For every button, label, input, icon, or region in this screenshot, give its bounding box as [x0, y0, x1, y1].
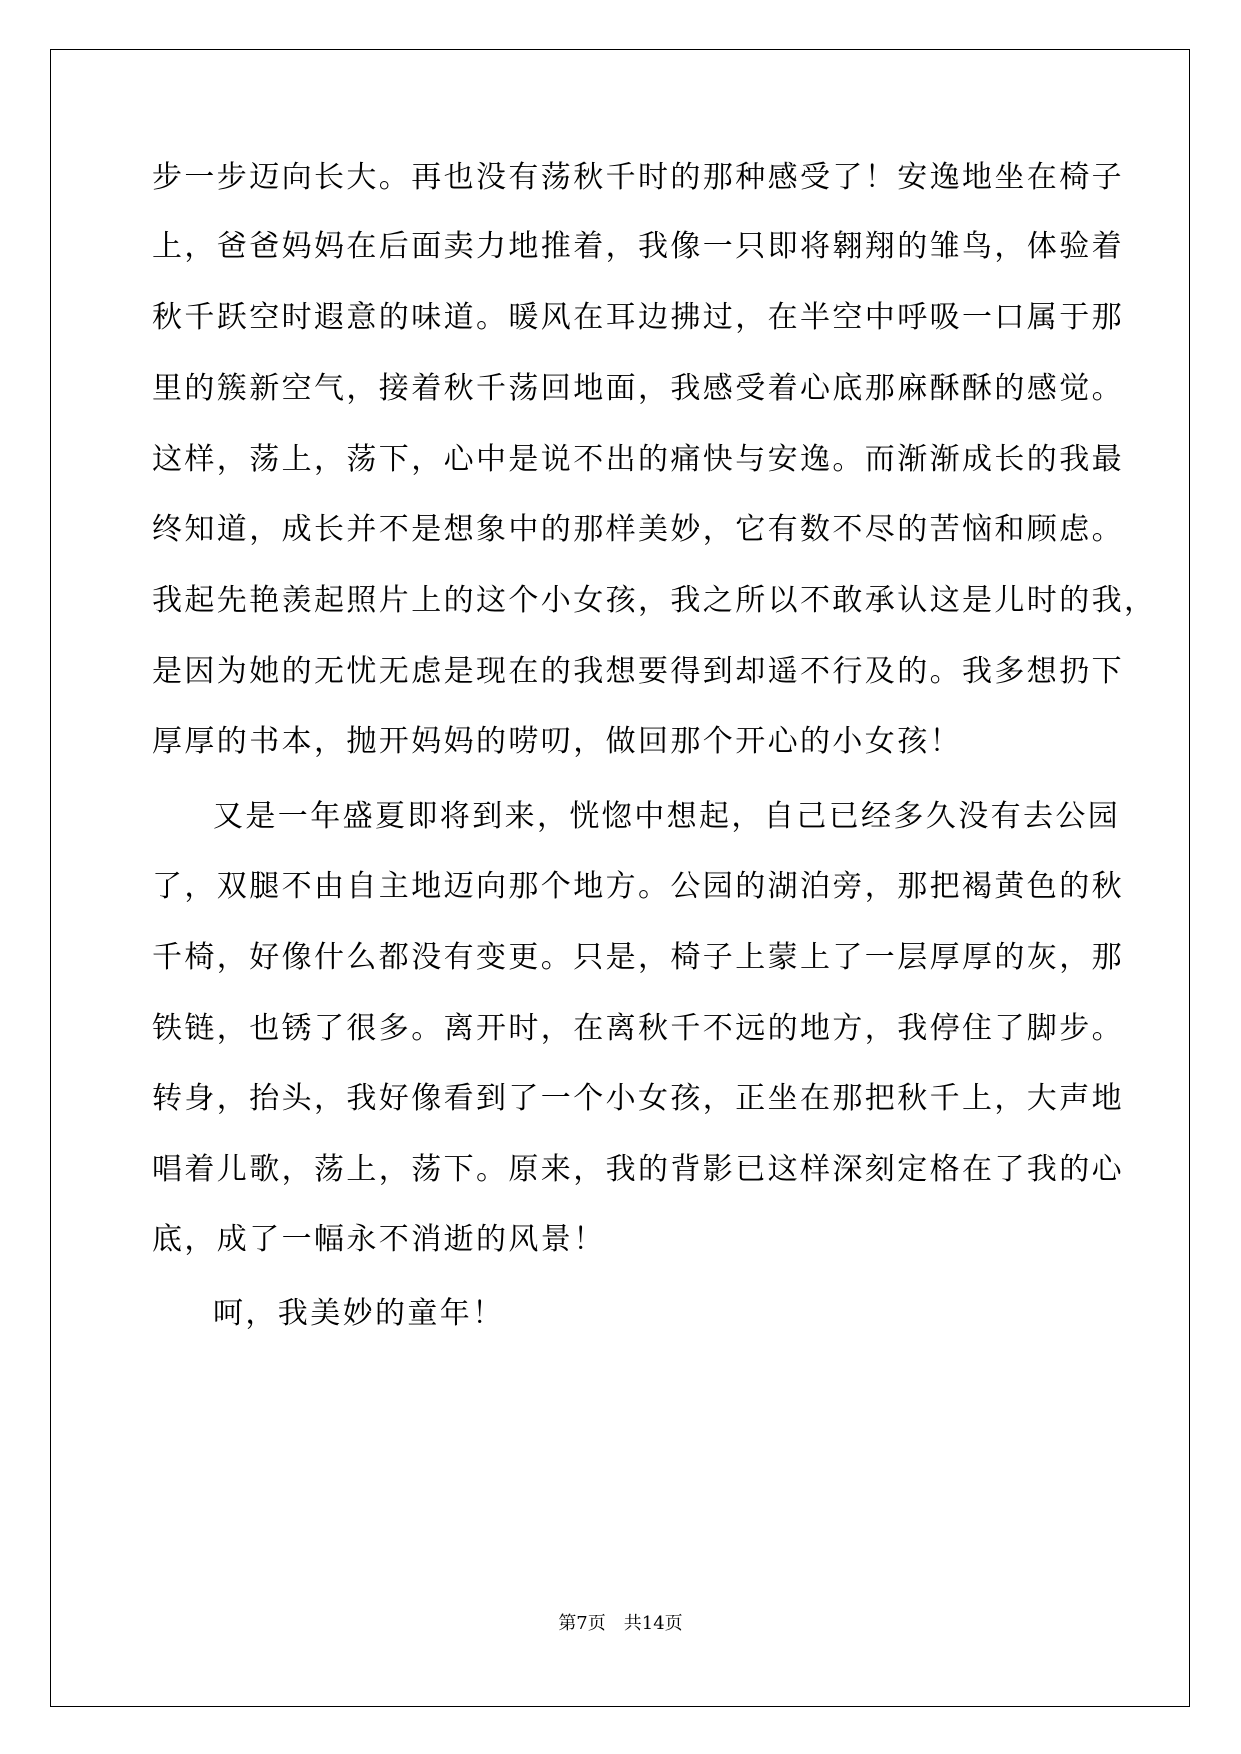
paragraph-line: 千椅，好像什么都没有变更。只是，椅子上蒙上了一层厚厚的灰，那	[152, 940, 1124, 975]
paragraph-line: 转身，抬头，我好像看到了一个小女孩，正坐在那把秋千上，大声地	[152, 1081, 1124, 1116]
paragraph-line: 里的簇新空气，接着秋千荡回地面，我感受着心底那麻酥酥的感觉。	[152, 371, 1124, 406]
paragraph-line: 步一步迈向长大。再也没有荡秋千时的那种感受了！安逸地坐在椅子	[152, 160, 1124, 195]
paragraph-line: 我起先艳羡起照片上的这个小女孩，我之所以不敢承认这是儿时的我，	[152, 583, 1157, 618]
paragraph-line: 终知道，成长并不是想象中的那样美妙，它有数不尽的苦恼和顾虑。	[152, 512, 1124, 547]
paragraph-line: 秋千跃空时遐意的味道。暖风在耳边拂过，在半空中呼吸一口属于那	[152, 300, 1124, 335]
paragraph-line: 是因为她的无忧无虑是现在的我想要得到却遥不行及的。我多想扔下	[152, 654, 1124, 689]
paragraph-line: 铁链，也锈了很多。离开时，在离秋千不远的地方，我停住了脚步。	[152, 1011, 1124, 1046]
paragraph-line: 上，爸爸妈妈在后面卖力地推着，我像一只即将翱翔的雏鸟，体验着	[152, 229, 1124, 264]
paragraph-line: 厚厚的书本，抛开妈妈的唠叨，做回那个开心的小女孩！	[152, 724, 962, 759]
page-footer	[0, 1612, 1241, 1636]
paragraph-line: 呵，我美妙的童年！	[213, 1296, 505, 1331]
paragraph-line: 唱着儿歌，荡上，荡下。原来，我的背影已这样深刻定格在了我的心	[152, 1152, 1124, 1187]
paragraph-line: 又是一年盛夏即将到来，恍惚中想起，自己已经多久没有去公园	[213, 799, 1121, 834]
page-number-label: 第7页	[558, 1613, 606, 1634]
paragraph-line: 这样，荡上，荡下，心中是说不出的痛快与安逸。而渐渐成长的我最	[152, 442, 1124, 477]
paragraph-line: 了，双腿不由自主地迈向那个地方。公园的湖泊旁，那把褐黄色的秋	[152, 869, 1124, 904]
paragraph-line: 底，成了一幅永不消逝的风景！	[152, 1222, 606, 1257]
page-total-label: 共14页	[623, 1613, 683, 1634]
